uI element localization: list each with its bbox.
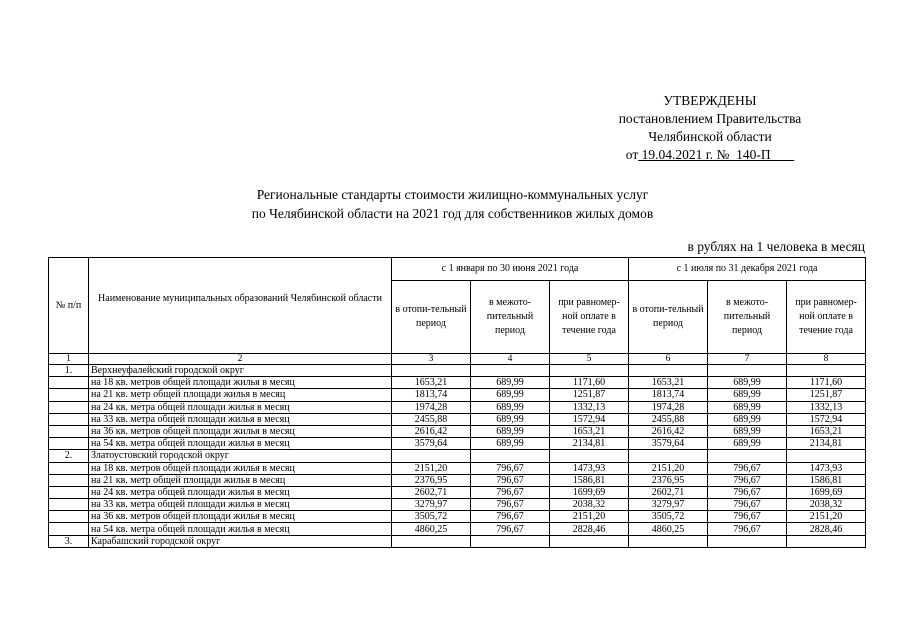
empty-cell: [49, 438, 89, 450]
header-sub: в межото-пительный период: [471, 281, 550, 354]
header-sub: в межото-пительный период: [708, 281, 787, 354]
row-label: на 24 кв. метра общей площади жилья в месяц: [89, 486, 392, 498]
empty-cell: [49, 523, 89, 535]
row-label: на 54 кв. метра общей площади жилья в месяц: [89, 523, 392, 535]
value-cell: 3279,97: [629, 499, 708, 511]
standards-table: [48, 257, 866, 548]
value-cell: 1653,21: [629, 377, 708, 389]
empty-cell: [787, 535, 866, 547]
empty-cell: [49, 511, 89, 523]
value-cell: 1332,13: [787, 401, 866, 413]
empty-cell: [708, 365, 787, 377]
value-cell: 1653,21: [392, 377, 471, 389]
value-cell: 796,67: [708, 499, 787, 511]
empty-cell: [629, 365, 708, 377]
row-label: на 36 кв. метров общей площади жилья в месяц: [89, 425, 392, 437]
row-label: на 36 кв. метров общей площади жилья в месяц: [89, 511, 392, 523]
empty-cell: [49, 486, 89, 498]
value-cell: 796,67: [708, 511, 787, 523]
column-number: 1: [49, 354, 89, 365]
value-cell: 3279,97: [392, 499, 471, 511]
value-cell: 796,67: [471, 511, 550, 523]
approval-resolution: постановлением Правительства: [618, 111, 802, 126]
value-cell: 1332,13: [550, 401, 629, 413]
group-index: 1.: [49, 365, 89, 377]
value-cell: 1653,21: [787, 425, 866, 437]
empty-cell: [550, 535, 629, 547]
value-cell: 2602,71: [392, 486, 471, 498]
approval-stamp: [560, 92, 860, 164]
empty-cell: [629, 535, 708, 547]
value-cell: 4860,25: [392, 523, 471, 535]
group-name: Верхнеуфалейский городской округ: [89, 365, 392, 377]
value-cell: 1251,87: [787, 389, 866, 401]
column-number: 7: [708, 354, 787, 365]
group-row: [49, 365, 866, 377]
table-row: [49, 511, 866, 523]
table-row: [49, 486, 866, 498]
value-cell: 689,99: [708, 425, 787, 437]
table-row: [49, 389, 866, 401]
group-row: [49, 535, 866, 547]
value-cell: 2828,46: [550, 523, 629, 535]
value-cell: 4860,25: [629, 523, 708, 535]
value-cell: 689,99: [708, 413, 787, 425]
empty-cell: [471, 365, 550, 377]
document-title-line1: Региональные стандарты стоимости жилищно-коммунальных услуг: [256, 187, 649, 202]
row-label: на 21 кв. метр общей площади жилья в месяц: [89, 389, 392, 401]
value-cell: 2828,46: [787, 523, 866, 535]
header-period-1: с 1 января по 30 июня 2021 года: [392, 258, 629, 281]
document-title-line2: по Челябинской области на 2021 год для собственников жилых домов: [251, 206, 654, 221]
approval-region: Челябинской области: [648, 129, 772, 144]
group-name: Карабашский городской округ: [89, 535, 392, 547]
value-cell: 689,99: [708, 389, 787, 401]
approval-date-value: 19.04.2021 г. № 140-П: [638, 147, 795, 162]
value-cell: 1813,74: [392, 389, 471, 401]
table-row: [49, 377, 866, 389]
document-title: [150, 185, 755, 223]
column-number: 6: [629, 354, 708, 365]
group-index: 2.: [49, 450, 89, 462]
value-cell: 1653,21: [550, 425, 629, 437]
table-row: [49, 425, 866, 437]
value-cell: 1473,93: [550, 462, 629, 474]
value-cell: 3579,64: [629, 438, 708, 450]
empty-cell: [708, 535, 787, 547]
column-number: 8: [787, 354, 866, 365]
group-index: 3.: [49, 535, 89, 547]
table-row: [49, 438, 866, 450]
row-label: на 33 кв. метра общей площади жилья в месяц: [89, 413, 392, 425]
value-cell: 1813,74: [629, 389, 708, 401]
table-row: [49, 499, 866, 511]
value-cell: 3505,72: [629, 511, 708, 523]
value-cell: 796,67: [708, 486, 787, 498]
empty-cell: [49, 474, 89, 486]
value-cell: 2151,20: [392, 462, 471, 474]
header-sub: при равномер-ной оплате в течение года: [787, 281, 866, 354]
approval-heading: УТВЕРЖДЕНЫ: [663, 93, 757, 108]
empty-cell: [708, 450, 787, 462]
empty-cell: [471, 450, 550, 462]
value-cell: 689,99: [708, 438, 787, 450]
value-cell: 689,99: [471, 438, 550, 450]
value-cell: 796,67: [471, 474, 550, 486]
empty-cell: [49, 499, 89, 511]
table-row: [49, 462, 866, 474]
empty-cell: [392, 535, 471, 547]
value-cell: 2134,81: [550, 438, 629, 450]
value-cell: 796,67: [708, 474, 787, 486]
column-number: 2: [89, 354, 392, 365]
value-cell: 2134,81: [787, 438, 866, 450]
value-cell: 1251,87: [550, 389, 629, 401]
value-cell: 796,67: [471, 486, 550, 498]
value-cell: 1171,60: [787, 377, 866, 389]
empty-cell: [550, 450, 629, 462]
value-cell: 3505,72: [392, 511, 471, 523]
value-cell: 796,67: [471, 462, 550, 474]
value-cell: 2151,20: [629, 462, 708, 474]
value-cell: 2151,20: [550, 511, 629, 523]
value-cell: 3579,64: [392, 438, 471, 450]
table-row: [49, 413, 866, 425]
header-period-2: с 1 июля по 31 декабря 2021 года: [629, 258, 866, 281]
value-cell: 796,67: [471, 499, 550, 511]
value-cell: 2616,42: [629, 425, 708, 437]
empty-cell: [49, 462, 89, 474]
value-cell: 796,67: [708, 523, 787, 535]
empty-cell: [629, 450, 708, 462]
value-cell: 1473,93: [787, 462, 866, 474]
value-cell: 2616,42: [392, 425, 471, 437]
value-cell: 796,67: [708, 462, 787, 474]
column-number: 3: [392, 354, 471, 365]
empty-cell: [787, 365, 866, 377]
value-cell: 1586,81: [550, 474, 629, 486]
value-cell: 2376,95: [629, 474, 708, 486]
column-number: 5: [550, 354, 629, 365]
row-label: на 21 кв. метр общей площади жилья в месяц: [89, 474, 392, 486]
value-cell: 2376,95: [392, 474, 471, 486]
row-label: на 54 кв. метра общей площади жилья в месяц: [89, 438, 392, 450]
row-label: на 33 кв. метра общей площади жилья в месяц: [89, 499, 392, 511]
column-number: 4: [471, 354, 550, 365]
value-cell: 2038,32: [787, 499, 866, 511]
header-index: № п/п: [49, 258, 89, 354]
table-row: [49, 401, 866, 413]
value-cell: 689,99: [471, 377, 550, 389]
value-cell: 796,67: [471, 523, 550, 535]
value-cell: 1572,94: [787, 413, 866, 425]
value-cell: 1171,60: [550, 377, 629, 389]
empty-cell: [49, 389, 89, 401]
units-caption: в рублях на 1 человека в месяц: [687, 239, 865, 254]
value-cell: 2602,71: [629, 486, 708, 498]
value-cell: 1974,28: [629, 401, 708, 413]
value-cell: 1974,28: [392, 401, 471, 413]
table-body: [49, 354, 866, 548]
empty-cell: [392, 450, 471, 462]
table-row: [49, 474, 866, 486]
empty-cell: [49, 377, 89, 389]
empty-cell: [392, 365, 471, 377]
empty-cell: [49, 425, 89, 437]
empty-cell: [471, 535, 550, 547]
value-cell: 689,99: [471, 401, 550, 413]
value-cell: 689,99: [471, 425, 550, 437]
empty-cell: [550, 365, 629, 377]
header-sub: в отопи-тельный период: [392, 281, 471, 354]
table-row: [49, 523, 866, 535]
header-sub: при равномер-ной оплате в течение года: [550, 281, 629, 354]
value-cell: 689,99: [708, 377, 787, 389]
approval-date: [560, 146, 860, 164]
row-label: на 18 кв. метров общей площади жилья в месяц: [89, 462, 392, 474]
empty-cell: [49, 413, 89, 425]
value-cell: 2455,88: [629, 413, 708, 425]
value-cell: 1699,69: [787, 486, 866, 498]
row-label: на 24 кв. метра общей площади жилья в месяц: [89, 401, 392, 413]
value-cell: 2038,32: [550, 499, 629, 511]
group-name: Златоустовский городской округ: [89, 450, 392, 462]
group-row: [49, 450, 866, 462]
header-sub: в отопи-тельный период: [629, 281, 708, 354]
value-cell: 1572,94: [550, 413, 629, 425]
approval-date-prefix: от: [625, 147, 639, 162]
value-cell: 2151,20: [787, 511, 866, 523]
empty-cell: [787, 450, 866, 462]
value-cell: 1586,81: [787, 474, 866, 486]
row-label: на 18 кв. метров общей площади жилья в месяц: [89, 377, 392, 389]
value-cell: 689,99: [708, 401, 787, 413]
value-cell: 2455,88: [392, 413, 471, 425]
header-name: Наименование муниципальных образований Челябинской области: [89, 258, 392, 354]
empty-cell: [49, 401, 89, 413]
value-cell: 1699,69: [550, 486, 629, 498]
value-cell: 689,99: [471, 413, 550, 425]
value-cell: 689,99: [471, 389, 550, 401]
